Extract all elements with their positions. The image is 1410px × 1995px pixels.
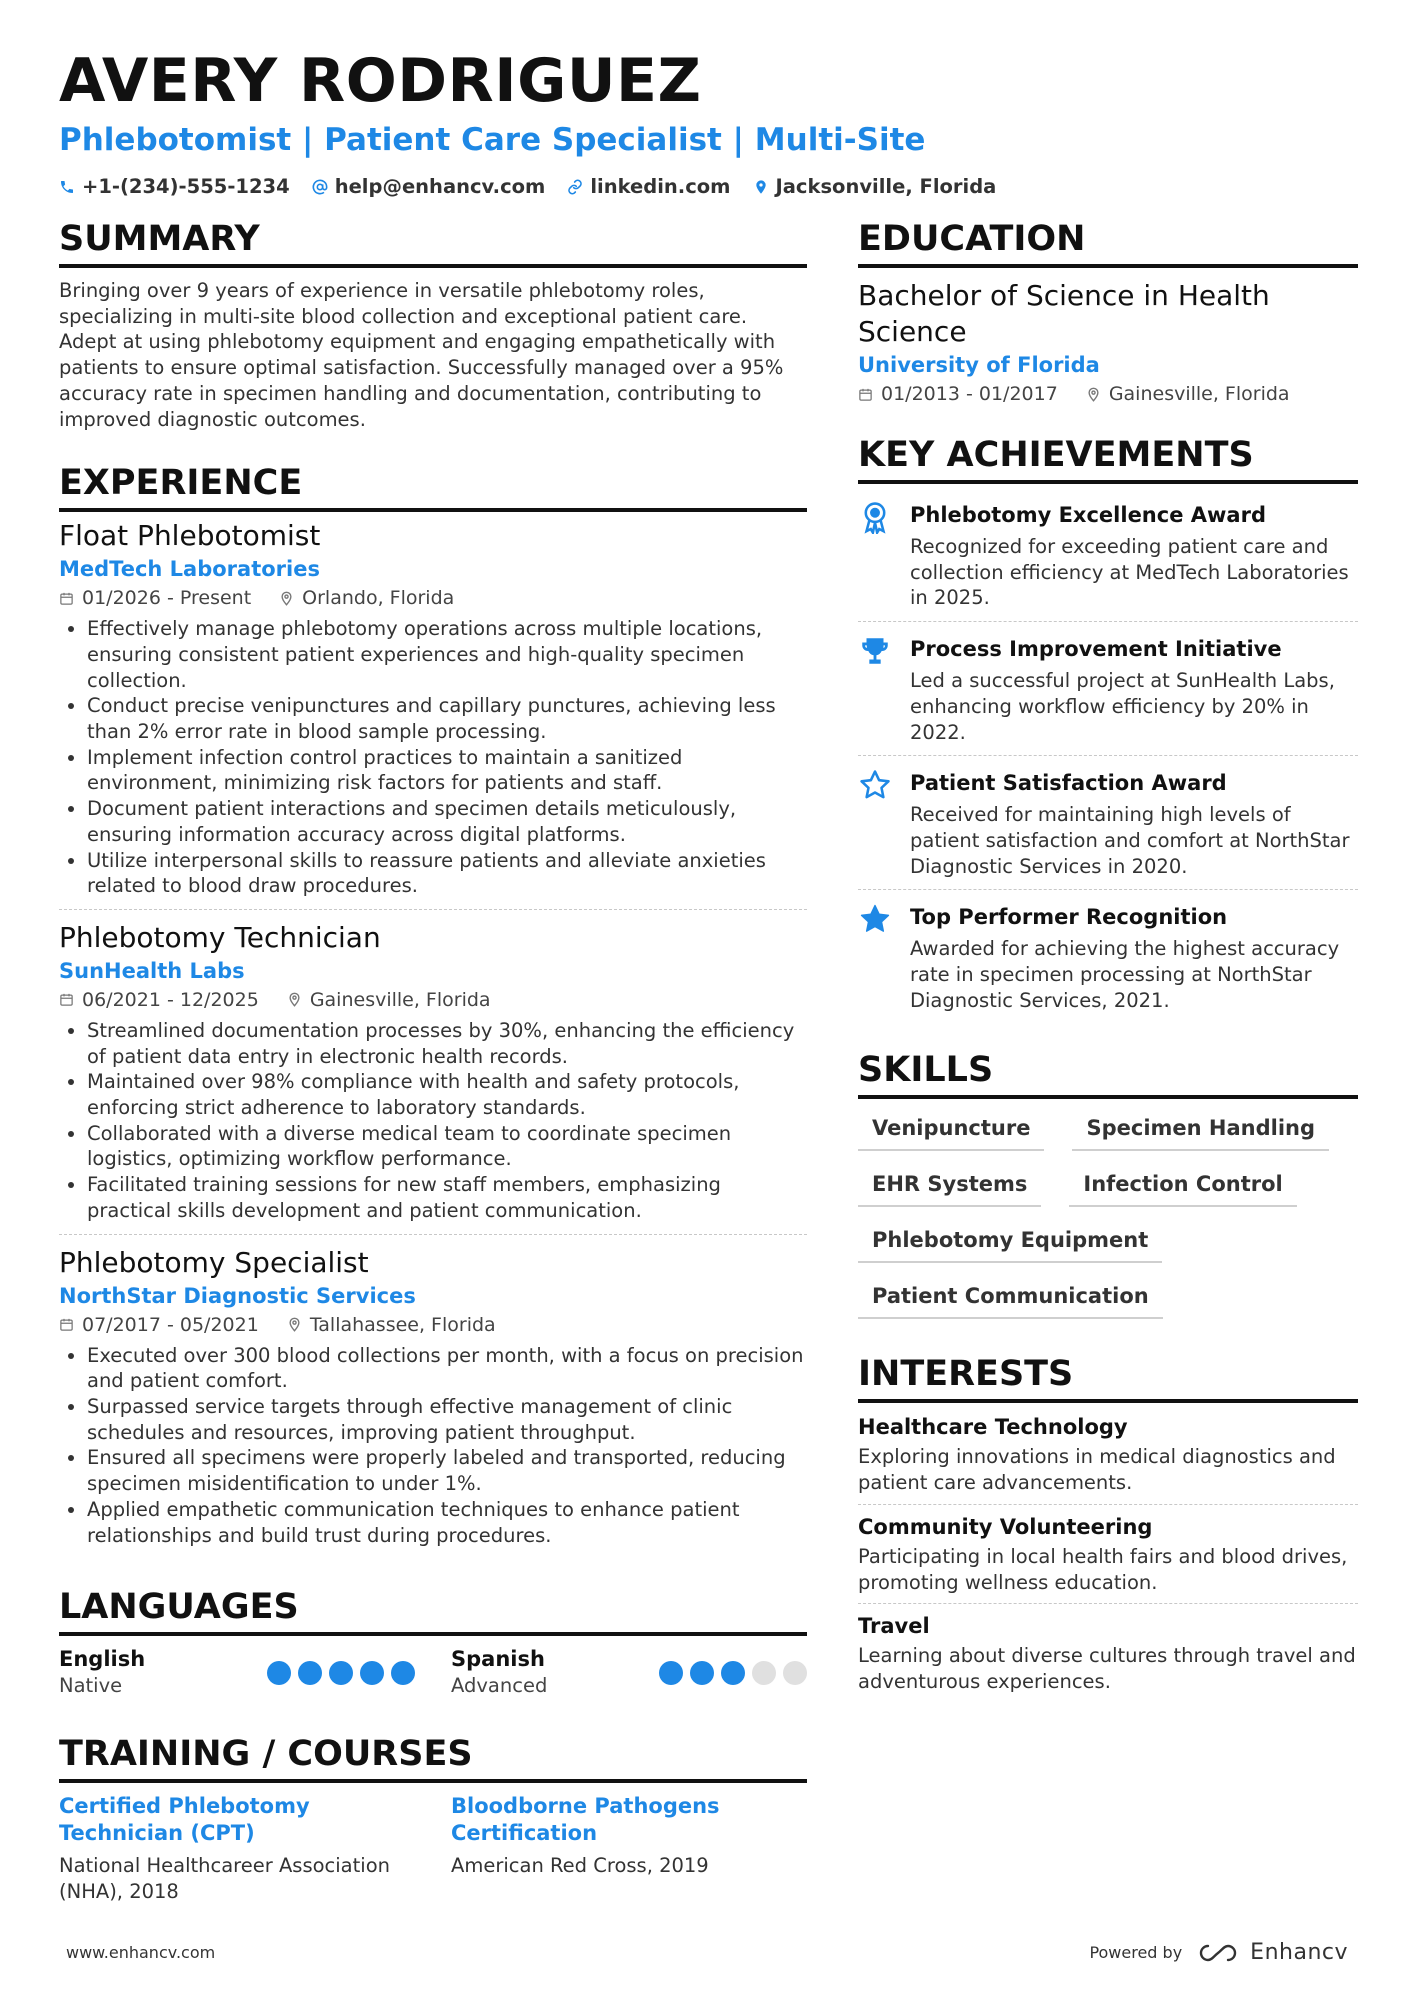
languages-grid <box>59 1646 807 1699</box>
job-meta <box>59 584 807 612</box>
skill-tag: Patient Communication <box>858 1277 1163 1319</box>
job-dates <box>59 1311 259 1339</box>
brand-name: Enhancv <box>1250 1940 1348 1965</box>
powered-by <box>1089 1940 1348 1965</box>
language-level: Advanced <box>451 1674 548 1698</box>
course-item <box>59 1793 415 1905</box>
skill-tag: EHR Systems <box>858 1165 1041 1207</box>
language-rating <box>659 1661 807 1685</box>
interest-title: Healthcare Technology <box>858 1415 1128 1440</box>
experience-item <box>59 1245 807 1559</box>
interests-section <box>858 1353 1358 1702</box>
job-meta <box>59 1311 807 1339</box>
course-title: Bloodborne Pathogens Certification <box>451 1794 720 1846</box>
achievement-item <box>858 896 1358 1023</box>
footer-url[interactable]: www.enhancv.com <box>66 1943 216 1962</box>
interest-desc: Exploring innovations in medical diagnostics and patient care advancements. <box>858 1445 1336 1495</box>
rating-dot-filled <box>659 1661 683 1685</box>
job-title: Phlebotomy Specialist <box>59 1245 369 1279</box>
achievement-title: Process Improvement Initiative <box>910 637 1282 662</box>
education-meta <box>858 380 1358 408</box>
job-dates-text: 06/2021 - 12/2025 <box>82 988 259 1011</box>
language-text <box>451 1646 547 1699</box>
rating-dot-filled <box>690 1661 714 1685</box>
contact-linkedin[interactable] <box>567 174 730 200</box>
experience-title: EXPERIENCE <box>59 462 807 512</box>
course-org: American Red Cross, 2019 <box>451 1854 709 1878</box>
language-item <box>59 1646 415 1699</box>
at-icon <box>312 179 328 195</box>
achievement-title: Phlebotomy Excellence Award <box>910 503 1266 527</box>
courses-grid <box>59 1793 807 1905</box>
job-bullet: • Document patient interactions and specimen details meticulously, ensuring information accuracy across digital platforms. <box>87 796 807 847</box>
job-location-text: Gainesville, Florida <box>309 988 491 1011</box>
education-location <box>1086 380 1290 408</box>
calendar-icon <box>59 992 74 1007</box>
job-bullet: • Utilize interpersonal skills to reassure patients and alleviate anxieties related to blood draw procedures. <box>87 848 807 899</box>
left-column <box>59 218 807 1905</box>
job-bullet: • Executed over 300 blood collections per month, with a focus on precision and patient comfort. <box>87 1343 807 1394</box>
job-title: Float Phlebotomist <box>59 519 321 553</box>
skill-tag: Venipuncture <box>858 1109 1044 1151</box>
achievement-item <box>858 762 1358 890</box>
job-location-text: Tallahassee, Florida <box>309 1313 496 1336</box>
contact-location <box>753 174 997 200</box>
job-bullet: • Applied empathetic communication techniques to enhance patient relationships and build trust during procedures. <box>87 1497 807 1548</box>
rating-dot-filled <box>391 1661 415 1685</box>
education-dates-text: 01/2013 - 01/2017 <box>881 383 1058 405</box>
rating-dot-filled <box>329 1661 353 1685</box>
interest-desc: Learning about diverse cultures through travel and adventurous experiences. <box>858 1644 1356 1693</box>
languages-section <box>59 1586 807 1699</box>
interest-item <box>858 1513 1358 1604</box>
achievement-title: Top Performer Recognition <box>910 905 1228 930</box>
location-pin-icon <box>287 992 302 1007</box>
achievement-text <box>910 500 1358 611</box>
calendar-icon <box>59 591 74 606</box>
job-dates <box>59 584 251 612</box>
right-column <box>858 218 1358 1711</box>
summary-text: Bringing over 9 years of experience in versatile phlebotomy roles, specializing in multi-site blood collection and exceptional patient care. Adept at using phlebotomy equipment and engaging empathetically with patients to ensure optimal satisfaction. Successfully managed over a 95% accuracy rate in specimen handling and documentation, contributing to improved diagnostic outcomes. <box>59 279 784 431</box>
job-location <box>279 584 454 612</box>
language-text <box>59 1646 145 1699</box>
achievement-item <box>858 628 1358 756</box>
achievement-desc: Led a successful project at SunHealth Labs, enhancing workflow efficiency by 20% in 2022. <box>910 669 1335 744</box>
location-pin-icon <box>279 591 294 606</box>
job-meta <box>59 986 807 1014</box>
job-bullet: • Implement infection control practices to maintain a sanitized environment, minimizing risk factors for patients and staff. <box>87 745 807 796</box>
education-section <box>858 218 1358 408</box>
contact-phone[interactable] <box>59 174 290 200</box>
achievement-desc: Received for maintaining high levels of patient satisfaction and comfort at NorthStar Diagnostic Services in 2020. <box>910 803 1350 878</box>
job-bullet: • Maintained over 98% compliance with health and safety protocols, enforcing strict adherence to laboratory standards. <box>87 1069 807 1120</box>
course-title: Certified Phlebotomy Technician (CPT) <box>59 1794 310 1846</box>
rating-dot-filled <box>298 1661 322 1685</box>
interest-title: Travel <box>858 1614 930 1639</box>
achievement-title: Patient Satisfaction Award <box>910 771 1227 796</box>
achievements-title: KEY ACHIEVEMENTS <box>858 434 1358 484</box>
interest-desc: Participating in local health fairs and blood drives, promoting wellness education. <box>858 1544 1348 1594</box>
experience-section <box>59 462 807 1558</box>
company-name: NorthStar Diagnostic Services <box>59 1283 416 1308</box>
contact-linkedin-text: linkedin.com <box>590 175 731 198</box>
achievement-text <box>910 634 1358 745</box>
award-ribbon-icon <box>858 500 892 534</box>
training-title: TRAINING / COURSES <box>59 1733 807 1783</box>
page-footer <box>66 1940 1348 1965</box>
rating-dot-filled <box>721 1661 745 1685</box>
language-item <box>451 1646 807 1699</box>
job-bullet: • Surpassed service targets through effective management of clinic schedules and resources, improving patient throughput. <box>87 1394 807 1445</box>
calendar-icon <box>59 1317 74 1332</box>
job-bullet: • Ensured all specimens were properly labeled and transported, reducing specimen misidentification to under 1%. <box>87 1445 807 1496</box>
school-name: University of Florida <box>858 353 1100 377</box>
location-pin-icon <box>1086 387 1101 402</box>
contact-email[interactable] <box>312 174 546 200</box>
link-icon <box>567 179 583 195</box>
job-bullets <box>59 1343 807 1549</box>
skills-section <box>858 1049 1358 1319</box>
skill-tag: Phlebotomy Equipment <box>858 1221 1162 1263</box>
job-bullet: • Facilitated training sessions for new staff members, emphasizing practical skills development and patient communication. <box>87 1172 807 1223</box>
location-pin-icon <box>287 1317 302 1332</box>
training-section <box>59 1733 807 1905</box>
education-dates <box>858 380 1058 408</box>
brand-logo[interactable] <box>1194 1940 1348 1965</box>
language-level: Native <box>59 1674 123 1698</box>
contact-row <box>59 174 1359 200</box>
achievements-section <box>858 434 1358 1023</box>
rating-dot-empty <box>783 1661 807 1685</box>
job-bullet: • Effectively manage phlebotomy operations across multiple locations, ensuring consistent patient experiences and high-quality specimen collection. <box>87 616 807 693</box>
trophy-icon <box>858 634 892 668</box>
contact-email-text: help@enhancv.com <box>334 175 546 198</box>
skills-title: SKILLS <box>858 1049 1358 1099</box>
achievement-desc: Recognized for exceeding patient care and collection efficiency at MedTech Laboratories in 2025. <box>910 535 1349 610</box>
interests-title: INTERESTS <box>858 1353 1358 1403</box>
job-dates-text: 01/2026 - Present <box>82 587 252 610</box>
calendar-icon <box>858 387 873 402</box>
rating-dot-filled <box>267 1661 291 1685</box>
experience-item <box>59 920 807 1235</box>
job-dates <box>59 986 259 1014</box>
job-bullets <box>59 1018 807 1224</box>
summary-title: SUMMARY <box>59 218 807 268</box>
experience-item <box>59 518 807 910</box>
resume-header <box>59 46 1359 200</box>
job-bullet: • Conduct precise venipunctures and capillary punctures, achieving less than 2% error rate in blood sample processing. <box>87 693 807 744</box>
powered-by-label: Powered by <box>1089 1943 1183 1962</box>
contact-phone-text: +1-(234)-555-1234 <box>82 175 290 198</box>
company-name: SunHealth Labs <box>59 958 245 983</box>
achievement-text <box>910 902 1358 1013</box>
rating-dot-empty <box>752 1661 776 1685</box>
candidate-name: AVERY RODRIGUEZ <box>59 46 702 116</box>
skill-tag: Specimen Handling <box>1072 1109 1329 1151</box>
degree: Bachelor of Science in Health Science <box>858 279 1270 348</box>
job-dates-text: 07/2017 - 05/2021 <box>82 1313 259 1336</box>
language-name: Spanish <box>451 1647 545 1672</box>
job-location <box>287 1311 496 1339</box>
language-name: English <box>59 1647 146 1672</box>
rating-dot-filled <box>360 1661 384 1685</box>
candidate-role: Phlebotomist | Patient Care Specialist | Multi-Site <box>59 122 926 158</box>
job-bullet: • Streamlined documentation processes by 30%, enhancing the efficiency of patient data entry in electronic health records. <box>87 1018 807 1069</box>
interest-item <box>858 1612 1358 1702</box>
education-title: EDUCATION <box>858 218 1358 268</box>
skills-list <box>858 1109 1358 1319</box>
star-filled-icon <box>858 902 892 936</box>
enhancv-logo-icon <box>1194 1942 1242 1964</box>
company-name: MedTech Laboratories <box>59 557 320 582</box>
location-pin-icon <box>753 179 769 195</box>
contact-location-text: Jacksonville, Florida <box>775 175 997 198</box>
language-rating <box>267 1661 415 1685</box>
course-item <box>451 1793 807 1905</box>
achievement-text <box>910 768 1358 879</box>
job-bullets <box>59 616 807 899</box>
job-bullet: • Collaborated with a diverse medical team to coordinate specimen logistics, optimizing workflow performance. <box>87 1121 807 1172</box>
achievement-item <box>858 494 1358 622</box>
summary-section <box>59 218 807 432</box>
job-title: Phlebotomy Technician <box>59 920 381 954</box>
course-org: National Healthcareer Association (NHA), 2018 <box>59 1854 390 1904</box>
job-location <box>287 986 491 1014</box>
job-location-text: Orlando, Florida <box>302 587 455 610</box>
education-location-text: Gainesville, Florida <box>1108 383 1290 405</box>
phone-icon <box>59 179 75 195</box>
star-outline-icon <box>858 768 892 802</box>
interest-title: Community Volunteering <box>858 1514 1153 1539</box>
skill-tag: Infection Control <box>1069 1165 1296 1207</box>
interest-item <box>858 1413 1358 1504</box>
languages-title: LANGUAGES <box>59 1586 807 1636</box>
achievement-desc: Awarded for achieving the highest accuracy rate in specimen processing at NorthStar Diagnostic Services, 2021. <box>910 937 1340 1012</box>
